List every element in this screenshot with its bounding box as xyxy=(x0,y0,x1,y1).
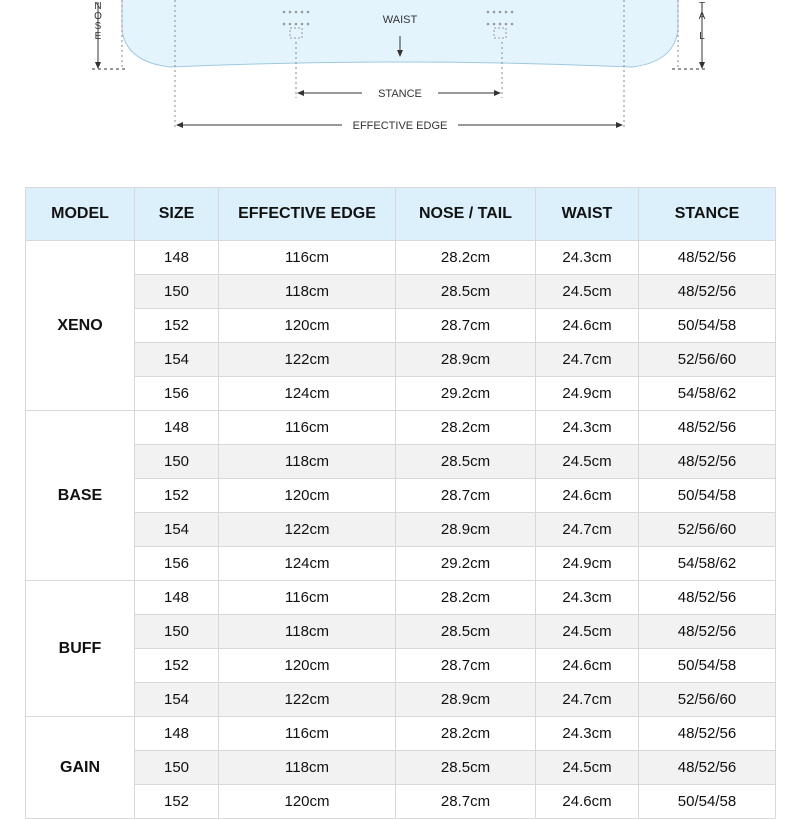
table-row xyxy=(26,445,776,479)
table-cell: 28.5cm xyxy=(396,751,536,785)
nose-label: N O S E xyxy=(94,1,102,42)
table-cell: 152 xyxy=(135,649,219,683)
table-cell: 24.6cm xyxy=(536,785,639,819)
table-cell: 148 xyxy=(135,411,219,445)
table-cell: 28.2cm xyxy=(396,717,536,751)
column-header: STANCE xyxy=(639,188,776,241)
table-row xyxy=(26,683,776,717)
table-cell: 154 xyxy=(135,343,219,377)
table-cell: 124cm xyxy=(219,377,396,411)
table-cell: 28.7cm xyxy=(396,649,536,683)
table-cell: 120cm xyxy=(219,309,396,343)
tail-label: T A I L xyxy=(698,1,706,42)
table-cell: 48/52/56 xyxy=(639,275,776,309)
board-dimension-diagram xyxy=(0,0,800,150)
table-cell: 54/58/62 xyxy=(639,547,776,581)
table-cell: 52/56/60 xyxy=(639,513,776,547)
table-row xyxy=(26,479,776,513)
table-cell: 148 xyxy=(135,581,219,615)
table-cell: 24.5cm xyxy=(536,445,639,479)
table-cell: 28.5cm xyxy=(396,445,536,479)
table-cell: 152 xyxy=(135,309,219,343)
model-name-cell: XENO xyxy=(26,241,135,411)
table-cell: 124cm xyxy=(219,547,396,581)
table-cell: 118cm xyxy=(219,445,396,479)
table-row xyxy=(26,343,776,377)
table-cell: 116cm xyxy=(219,717,396,751)
table-cell: 52/56/60 xyxy=(639,683,776,717)
table-cell: 28.2cm xyxy=(396,411,536,445)
table-cell: 28.9cm xyxy=(396,683,536,717)
table-cell: 48/52/56 xyxy=(639,445,776,479)
stance-label: STANCE xyxy=(378,88,422,100)
table-cell: 120cm xyxy=(219,785,396,819)
table-cell: 118cm xyxy=(219,615,396,649)
table-cell: 120cm xyxy=(219,649,396,683)
table-cell: 150 xyxy=(135,751,219,785)
table-cell: 156 xyxy=(135,377,219,411)
table-cell: 24.3cm xyxy=(536,241,639,275)
table-cell: 24.5cm xyxy=(536,751,639,785)
table-row xyxy=(26,241,776,275)
column-header: NOSE / TAIL xyxy=(396,188,536,241)
table-cell: 28.2cm xyxy=(396,241,536,275)
table-cell: 24.7cm xyxy=(536,683,639,717)
table-cell: 48/52/56 xyxy=(639,751,776,785)
table-row xyxy=(26,275,776,309)
table-cell: 24.6cm xyxy=(536,649,639,683)
table-cell: 24.6cm xyxy=(536,479,639,513)
table-cell: 24.9cm xyxy=(536,547,639,581)
table-cell: 54/58/62 xyxy=(639,377,776,411)
table-cell: 28.7cm xyxy=(396,479,536,513)
table-row xyxy=(26,411,776,445)
table-cell: 154 xyxy=(135,513,219,547)
table-cell: 50/54/58 xyxy=(639,309,776,343)
table-row xyxy=(26,717,776,751)
model-name-cell: GAIN xyxy=(26,717,135,819)
table-cell: 24.3cm xyxy=(536,717,639,751)
column-header: MODEL xyxy=(26,188,135,241)
table-cell: 118cm xyxy=(219,275,396,309)
waist-label: WAIST xyxy=(382,14,418,26)
table-cell: 24.3cm xyxy=(536,411,639,445)
table-cell: 50/54/58 xyxy=(639,649,776,683)
table-cell: 50/54/58 xyxy=(639,785,776,819)
table-cell: 24.7cm xyxy=(536,343,639,377)
table-cell: 116cm xyxy=(219,241,396,275)
model-name-cell: BUFF xyxy=(26,581,135,717)
table-cell: 48/52/56 xyxy=(639,615,776,649)
table-cell: 50/54/58 xyxy=(639,479,776,513)
table-cell: 122cm xyxy=(219,683,396,717)
table-cell: 24.5cm xyxy=(536,275,639,309)
table-cell: 28.9cm xyxy=(396,343,536,377)
table-cell: 28.7cm xyxy=(396,785,536,819)
column-header: WAIST xyxy=(536,188,639,241)
table-cell: 152 xyxy=(135,479,219,513)
table-row xyxy=(26,751,776,785)
table-cell: 118cm xyxy=(219,751,396,785)
table-row xyxy=(26,581,776,615)
table-cell: 116cm xyxy=(219,411,396,445)
table-body xyxy=(26,241,776,819)
table-cell: 28.5cm xyxy=(396,615,536,649)
table-cell: 48/52/56 xyxy=(639,241,776,275)
table-cell: 154 xyxy=(135,683,219,717)
table-cell: 29.2cm xyxy=(396,377,536,411)
table-cell: 52/56/60 xyxy=(639,343,776,377)
table-row xyxy=(26,309,776,343)
model-name-cell: BASE xyxy=(26,411,135,581)
table-cell: 122cm xyxy=(219,513,396,547)
table-row xyxy=(26,513,776,547)
table-cell: 29.2cm xyxy=(396,547,536,581)
table-cell: 120cm xyxy=(219,479,396,513)
table-cell: 122cm xyxy=(219,343,396,377)
table-cell: 28.9cm xyxy=(396,513,536,547)
table-row xyxy=(26,649,776,683)
column-header: EFFECTIVE EDGE xyxy=(219,188,396,241)
table-cell: 152 xyxy=(135,785,219,819)
table-cell: 148 xyxy=(135,241,219,275)
table-cell: 48/52/56 xyxy=(639,717,776,751)
table-cell: 150 xyxy=(135,615,219,649)
table-row xyxy=(26,615,776,649)
table-cell: 48/52/56 xyxy=(639,411,776,445)
table-cell: 28.5cm xyxy=(396,275,536,309)
table-cell: 156 xyxy=(135,547,219,581)
table-cell: 24.7cm xyxy=(536,513,639,547)
table-header-row xyxy=(26,188,776,241)
table-row xyxy=(26,377,776,411)
table-cell: 28.7cm xyxy=(396,309,536,343)
table-row xyxy=(26,785,776,819)
table-cell: 116cm xyxy=(219,581,396,615)
table-cell: 148 xyxy=(135,717,219,751)
table-cell: 28.2cm xyxy=(396,581,536,615)
table-cell: 24.3cm xyxy=(536,581,639,615)
table-cell: 48/52/56 xyxy=(639,581,776,615)
size-spec-table xyxy=(25,187,776,819)
effective-edge-label: EFFECTIVE EDGE xyxy=(352,120,448,132)
column-header: SIZE xyxy=(135,188,219,241)
table-cell: 24.9cm xyxy=(536,377,639,411)
table-row xyxy=(26,547,776,581)
table-cell: 24.6cm xyxy=(536,309,639,343)
table-cell: 150 xyxy=(135,445,219,479)
table-cell: 150 xyxy=(135,275,219,309)
table-cell: 24.5cm xyxy=(536,615,639,649)
